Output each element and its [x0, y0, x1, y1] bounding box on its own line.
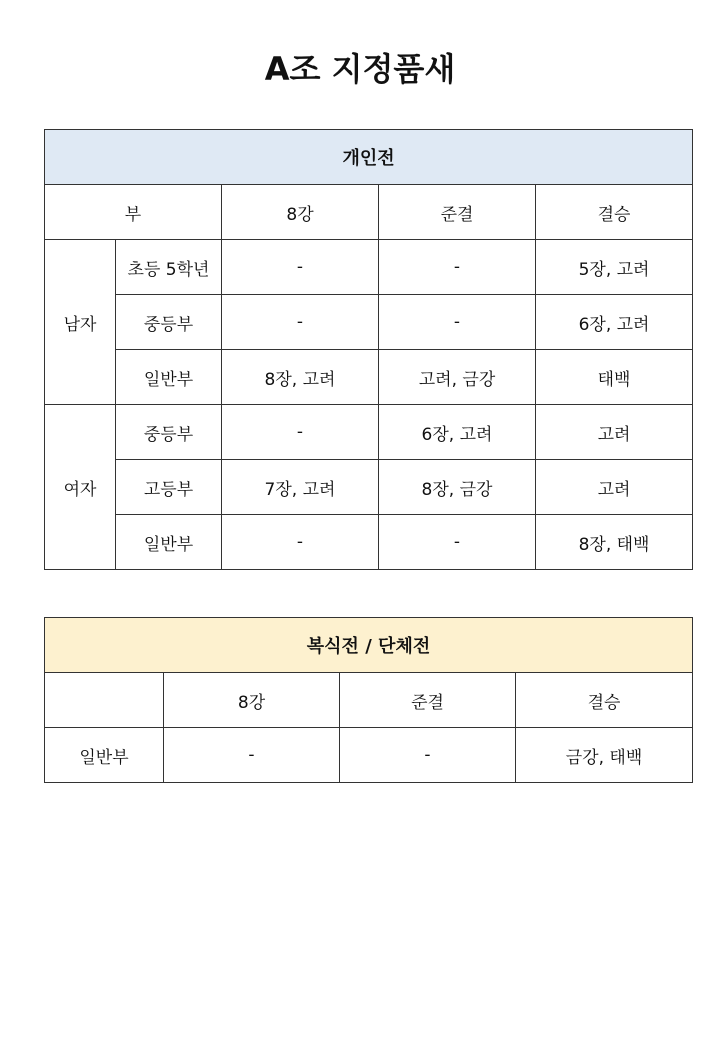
final-cell: 태백	[536, 350, 693, 405]
division-cell: 중등부	[116, 405, 222, 460]
division-cell: 초등 5학년	[116, 240, 222, 295]
column-header-division	[45, 673, 164, 728]
column-header-final: 결승	[536, 185, 693, 240]
individual-header: 개인전	[45, 130, 693, 185]
semifinal-cell: -	[340, 728, 516, 783]
round8-cell: -	[222, 405, 379, 460]
column-header-round8: 8강	[164, 673, 340, 728]
semifinal-cell: 6장, 고려	[379, 405, 536, 460]
column-header-round8: 8강	[222, 185, 379, 240]
gender-label-male: 남자	[45, 240, 116, 405]
division-cell: 일반부	[116, 515, 222, 570]
table-row	[45, 240, 693, 295]
team-header: 복식전 / 단체전	[45, 618, 693, 673]
final-cell: 금강, 태백	[516, 728, 693, 783]
semifinal-cell: -	[379, 295, 536, 350]
semifinal-cell: -	[379, 240, 536, 295]
division-cell: 고등부	[116, 460, 222, 515]
division-cell: 일반부	[45, 728, 164, 783]
table-row	[45, 515, 693, 570]
table-row	[45, 728, 693, 783]
final-cell: 8장, 태백	[536, 515, 693, 570]
round8-cell: 8장, 고려	[222, 350, 379, 405]
column-header-semifinal: 준결	[379, 185, 536, 240]
table-row	[45, 405, 693, 460]
final-cell: 6장, 고려	[536, 295, 693, 350]
column-header-division: 부	[45, 185, 222, 240]
column-header-semifinal: 준결	[340, 673, 516, 728]
table-row	[45, 350, 693, 405]
table-row	[45, 295, 693, 350]
table-row	[45, 460, 693, 515]
semifinal-cell: -	[379, 515, 536, 570]
round8-cell: -	[222, 240, 379, 295]
semifinal-cell: 고려, 금강	[379, 350, 536, 405]
final-cell: 고려	[536, 405, 693, 460]
final-cell: 5장, 고려	[536, 240, 693, 295]
round8-cell: -	[222, 515, 379, 570]
round8-cell: -	[164, 728, 340, 783]
semifinal-cell: 8장, 금강	[379, 460, 536, 515]
division-cell: 중등부	[116, 295, 222, 350]
gender-label-female: 여자	[45, 405, 116, 570]
final-cell: 고려	[536, 460, 693, 515]
individual-table	[44, 129, 693, 570]
team-table	[44, 617, 693, 783]
round8-cell: -	[222, 295, 379, 350]
page-title: A조 지정품새	[264, 50, 456, 88]
division-cell: 일반부	[116, 350, 222, 405]
round8-cell: 7장, 고려	[222, 460, 379, 515]
column-header-final: 결승	[516, 673, 693, 728]
